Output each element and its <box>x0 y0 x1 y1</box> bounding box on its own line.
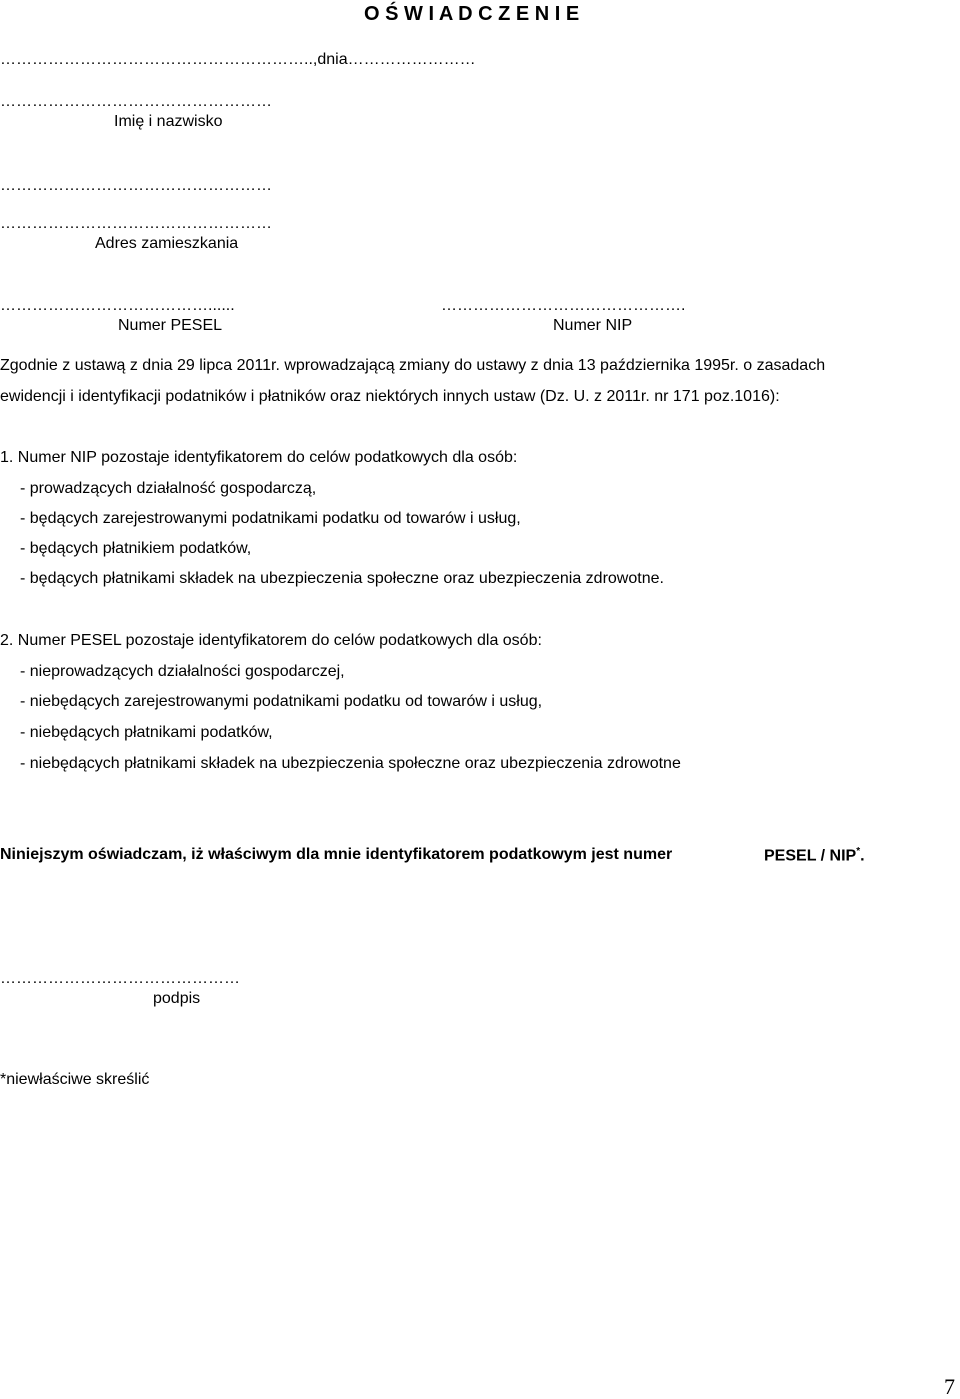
address-field-dots-2: …………………………………………… <box>0 215 272 232</box>
pesel-label: Numer PESEL <box>118 317 223 334</box>
document-title: O Ś W I A D C Z E N I E <box>364 3 580 25</box>
section-2-item: - niebędących płatnikami podatków, <box>20 724 273 741</box>
intro-line-2: ewidencji i identyfikacji podatników i płatników oraz niektórych innych ustaw (Dz. U. z 2011r. nr 171 poz.1016): <box>0 388 780 405</box>
section-1-item: - będących zarejestrowanymi podatnikami podatku od towarów i usług, <box>20 510 521 527</box>
address-field-dots-1: …………………………………………… <box>0 177 272 194</box>
name-label: Imię i nazwisko <box>114 113 223 130</box>
nip-label: Numer NIP <box>553 317 633 334</box>
section-2-item: - niebędących zarejestrowanymi podatnikami podatku od towarów i usług, <box>20 693 543 710</box>
footnote: *niewłaściwe skreślić <box>0 1071 150 1088</box>
section-1-item: - prowadzących działalność gospodarczą, <box>20 480 317 497</box>
place-date-field: …………………………………………………..,dnia…………………… <box>0 51 476 68</box>
signature-label: podpis <box>153 990 201 1007</box>
section-2-item: - nieprowadzących działalności gospodarczej, <box>20 663 345 680</box>
page-number: 7 <box>944 1374 955 1399</box>
section-2-item: - niebędących płatnikami składek na ubezpieczenia społeczne oraz ubezpieczenia zdrowotne <box>20 755 681 772</box>
declaration-text: Niniejszym oświadczam, iż właściwym dla mnie identyfikatorem podatkowym jest numer <box>0 846 673 863</box>
declaration-choice-text: PESEL / NIP <box>764 847 857 865</box>
intro-line-1: Zgodnie z ustawą z dnia 29 lipca 2011r. wprowadzającą zmiany do ustawy z dnia 13 października 1995r. o zasadach <box>0 357 826 374</box>
declaration-choice <box>764 847 865 864</box>
nip-field-dots: ………………………………………. <box>441 297 686 314</box>
declaration-asterisk: * <box>856 846 861 857</box>
section-1-heading: 1. Numer NIP pozostaje identyfikatorem do celów podatkowych dla osób: <box>0 449 518 466</box>
address-label: Adres zamieszkania <box>95 235 239 252</box>
name-field-dots: …………………………………………… <box>0 93 272 110</box>
section-2-heading: 2. Numer PESEL pozostaje identyfikatorem do celów podatkowych dla osób: <box>0 632 542 649</box>
pesel-field-dots: …………………………………...... <box>0 297 235 314</box>
section-1-item: - będących płatnikami składek na ubezpieczenia społeczne oraz ubezpieczenia zdrowotne. <box>20 570 664 587</box>
declaration-period: . <box>860 847 865 865</box>
signature-dots: ……………………………………… <box>0 970 240 987</box>
section-1-item: - będących płatnikiem podatków, <box>20 540 252 557</box>
